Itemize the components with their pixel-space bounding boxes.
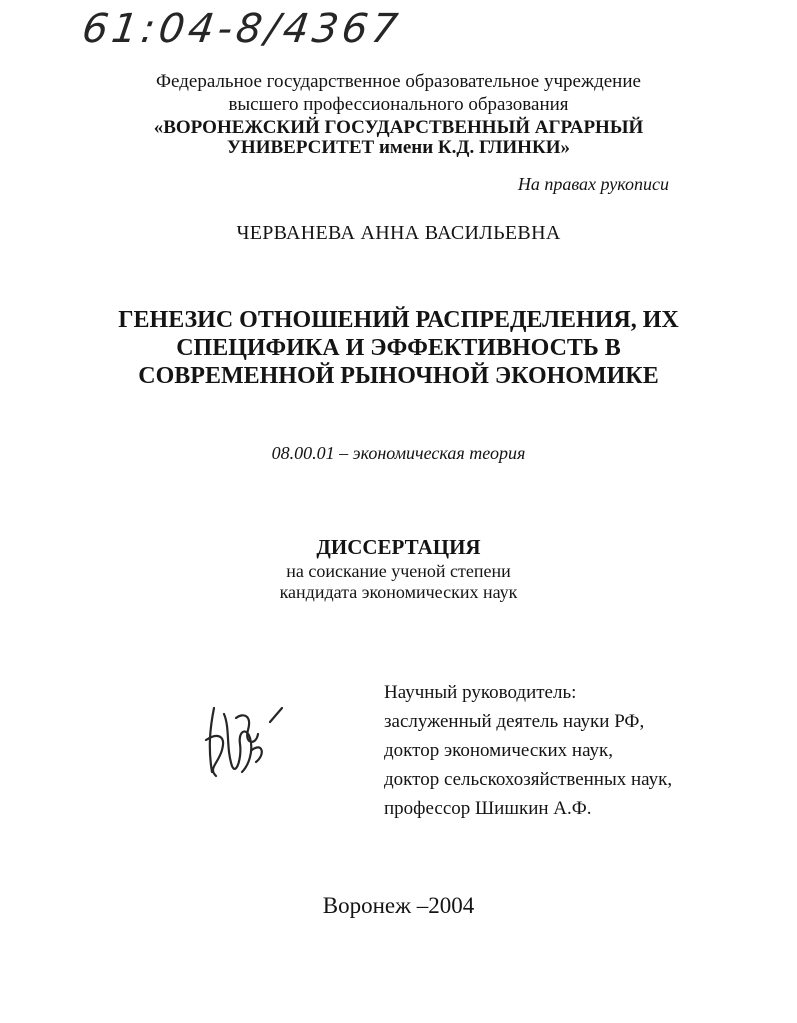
institution-line-2: высшего профессионального образования bbox=[228, 94, 569, 115]
signature-scribble-icon bbox=[196, 688, 296, 788]
advisor-line-1: Научный руководитель: bbox=[384, 682, 577, 703]
author-name: ЧЕРВАНЕВА АННА ВАСИЛЬЕВНА bbox=[236, 222, 561, 244]
advisor-line-4: доктор сельскохозяйственных наук, bbox=[384, 769, 673, 790]
institution-line-1: Федеральное государственное образовательное учреждение bbox=[156, 71, 641, 92]
city-year: Воронеж –2004 bbox=[322, 893, 475, 918]
specialty-code: 08.00.01 – экономическая теория bbox=[271, 443, 526, 463]
dissertation-title bbox=[0, 306, 797, 390]
degree-line-1: на соискание ученой степени bbox=[286, 561, 511, 581]
advisor-line-3: доктор экономических наук, bbox=[384, 740, 614, 761]
title-line-2: СПЕЦИФИКА И ЭФФЕКТИВНОСТЬ В bbox=[176, 335, 621, 361]
scientific-advisor-block bbox=[384, 678, 672, 823]
advisor-line-5: профессор Шишкин А.Ф. bbox=[384, 798, 592, 819]
manuscript-rights-note: На правах рукописи bbox=[517, 174, 669, 194]
title-line-3: СОВРЕМЕННОЙ РЫНОЧНОЙ ЭКОНОМИКЕ bbox=[138, 363, 659, 389]
work-type-heading: ДИССЕРТАЦИЯ bbox=[316, 535, 481, 559]
institution-line-3: «ВОРОНЕЖСКИЙ ГОСУДАРСТВЕННЫЙ АГРАРНЫЙ bbox=[153, 117, 644, 138]
archive-code-handwritten: 61:04-8/4367 bbox=[79, 6, 405, 52]
title-line-1: ГЕНЕЗИС ОТНОШЕНИЙ РАСПРЕДЕЛЕНИЯ, ИХ bbox=[118, 307, 679, 333]
institution-line-4: УНИВЕРСИТЕТ имени К.Д. ГЛИНКИ» bbox=[226, 137, 570, 158]
degree-line-2: кандидата экономических наук bbox=[279, 582, 518, 602]
signature-mark bbox=[196, 688, 296, 788]
advisor-line-2: заслуженный деятель науки РФ, bbox=[384, 711, 645, 732]
